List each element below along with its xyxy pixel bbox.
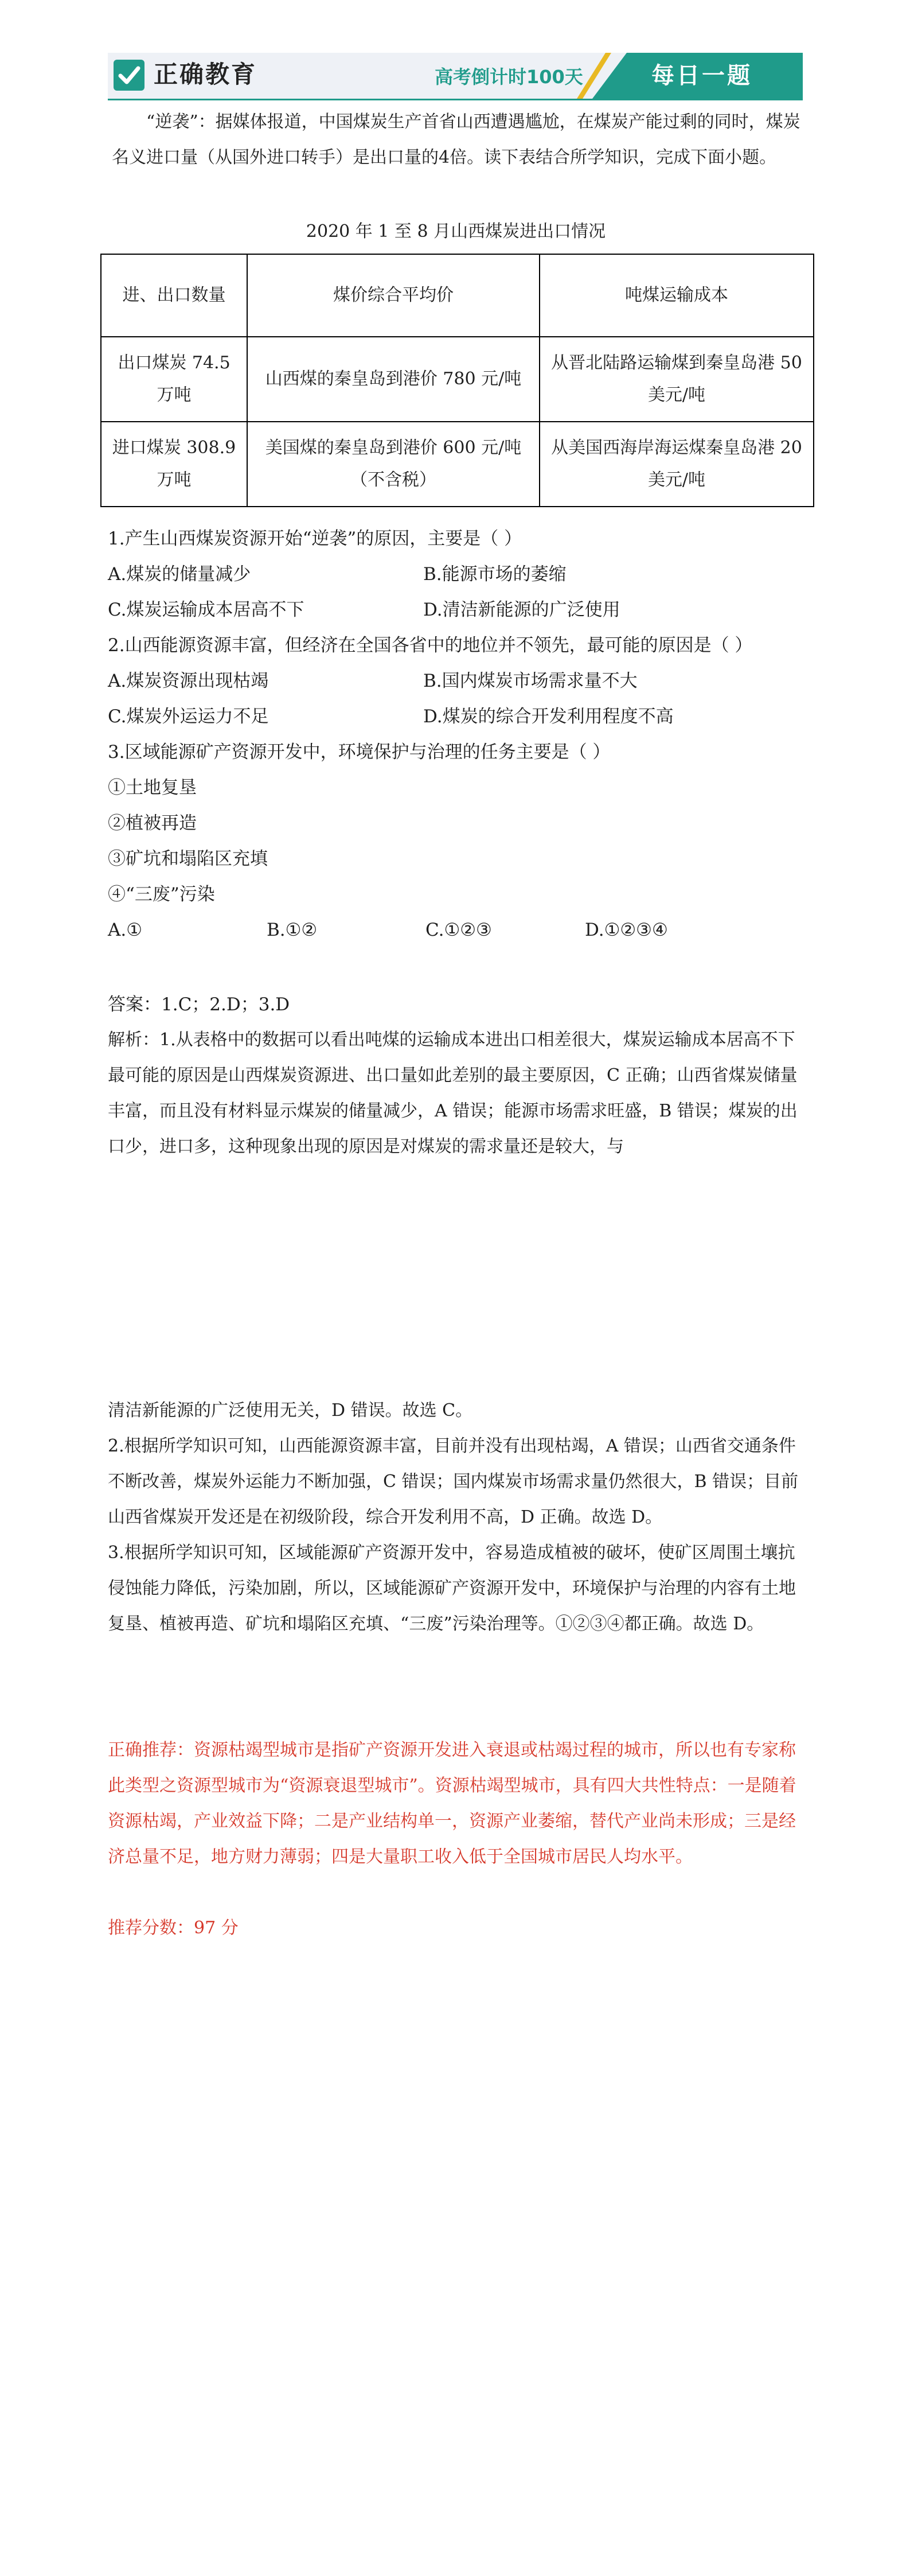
table-cell: 山西煤的秦皇岛到港价 780 元/吨 [247,337,540,422]
analysis-2: 2.根据所学知识可知，山西能源资源丰富，目前并没有出现枯竭，A 错误；山西省交通条件不断改善，煤炭外运能力不断加强，C 错误；国内煤炭市场需求量仍然很大，B 错误；目前山西省煤炭开发还是在初级阶段，综合开发利用不高，D 正确。故选 D。 [108,1436,799,1527]
question-3-stem: 3.区域能源矿产资源开发中，环境保护与治理的任务主要是（ ） [108,742,611,762]
question-2-option-d: D.煤炭的综合开发利用程度不高 [423,706,674,727]
table-cell: 美国煤的秦皇岛到港价 600 元/吨（不含税） [247,422,540,507]
question-2-option-c: C.煤炭外运运力不足 [108,706,269,727]
question-3-option-b: B.①② [267,920,318,940]
question-3-item: ③矿坑和塌陷区充填 [108,849,268,869]
table-cell: 从美国西海岸海运煤秦皇岛港 20 美元/吨 [540,422,814,507]
recommended-score: 推荐分数：97 分 [108,1918,239,1938]
intro-paragraph: “逆袭”：据媒体报道，中国煤炭生产首省山西遭遇尴尬，在煤炭产能过剩的同时，煤炭名义进口量（从国外进口转手）是出口量的4倍。读下表结合所学知识，完成下面小题。 [112,112,800,168]
question-1-option-d: D.清洁新能源的广泛使用 [423,600,620,620]
table-caption: 2020 年 1 至 8 月山西煤炭进出口情况 [306,221,606,242]
analysis-1-part-1: 解析：1.从表格中的数据可以看出吨煤的运输成本进出口相差很大，煤炭运输成本居高不下最可能的原因是山西煤炭资源进、出口量如此差别的最主要原因，C 正确；山西省煤炭储量丰富，而且没有材料显示煤炭的储量减少，A 错误；能源市场需求旺盛，B 错误；煤炭的出口少，进口多，这种现象出现的原因是对煤炭的需求量还是较大，与 [108,1030,798,1157]
question-1-option-c: C.煤炭运输成本居高不下 [108,600,304,620]
question-3-item: ①土地复垦 [108,777,197,798]
question-3-item: ④“三废”污染 [108,884,215,905]
question-2-option-b: B.国内煤炭市场需求量不大 [423,671,638,691]
question-3-option-a: A.① [108,920,143,940]
recommendation-paragraph: 正确推荐：资源枯竭型城市是指矿产资源开发进入衰退或枯竭过程的城市，所以也有专家称此类型之资源型城市为“资源衰退型城市”。资源枯竭型城市，具有四大共性特点：一是随着资源枯竭，产业效益下降；二是产业结构单一，资源产业萎缩，替代产业尚未形成；三是经济总量不足，地方财力薄弱；四是大量职工收入低于全国城市居民人均水平。 [108,1740,796,1867]
answer-line: 答案：1.C；2.D；3.D [108,994,290,1015]
table-header-row [101,254,814,337]
question-1-option-b: B.能源市场的萎缩 [423,564,567,585]
table-header-cell: 吨煤运输成本 [540,254,814,337]
coal-import-export-table [100,254,814,507]
table-header-cell: 进、出口数量 [101,254,247,337]
question-1-stem: 1.产生山西煤炭资源开始“逆袭”的原因，主要是（ ） [108,528,522,549]
question-2-option-a: A.煤炭资源出现枯竭 [108,671,269,691]
check-logo-icon [114,60,144,91]
table-header-cell: 煤价综合平均价 [247,254,540,337]
table-cell: 从晋北陆路运输煤到秦皇岛港 50 美元/吨 [540,337,814,422]
header-divider [108,99,803,100]
table-cell: 进口煤炭 308.9 万吨 [101,422,247,507]
brand-name: 正确教育 [154,60,257,88]
question-2-stem: 2.山西能源资源丰富，但经济在全国各省中的地位并不领先，最可能的原因是（ ） [108,635,753,656]
daily-question-title: 每日一题 [651,63,752,89]
analysis-3: 3.根据所学知识可知，区域能源矿产资源开发中，容易造成植被的破坏，使矿区周围土壤抗侵蚀能力降低，污染加剧，所以，区域能源矿产资源开发中，环境保护与治理的内容有土地复垦、植被再造、矿坑和塌陷区充填、“三废”污染治理等。①②③④都正确。故选 D。 [108,1543,796,1634]
countdown-text: 高考倒计时100天 [435,66,583,88]
table-row [101,337,814,422]
question-1-option-a: A.煤炭的储量减少 [108,564,251,585]
question-3-option-c: C.①②③ [425,920,492,940]
table-row [101,422,814,507]
header-banner [108,53,803,99]
table-cell: 出口煤炭 74.5 万吨 [101,337,247,422]
analysis-1-part-2: 清洁新能源的广泛使用无关，D 错误。故选 C。 [108,1400,473,1421]
question-3-item: ②植被再造 [108,813,197,834]
question-3-option-d: D.①②③④ [585,920,668,940]
